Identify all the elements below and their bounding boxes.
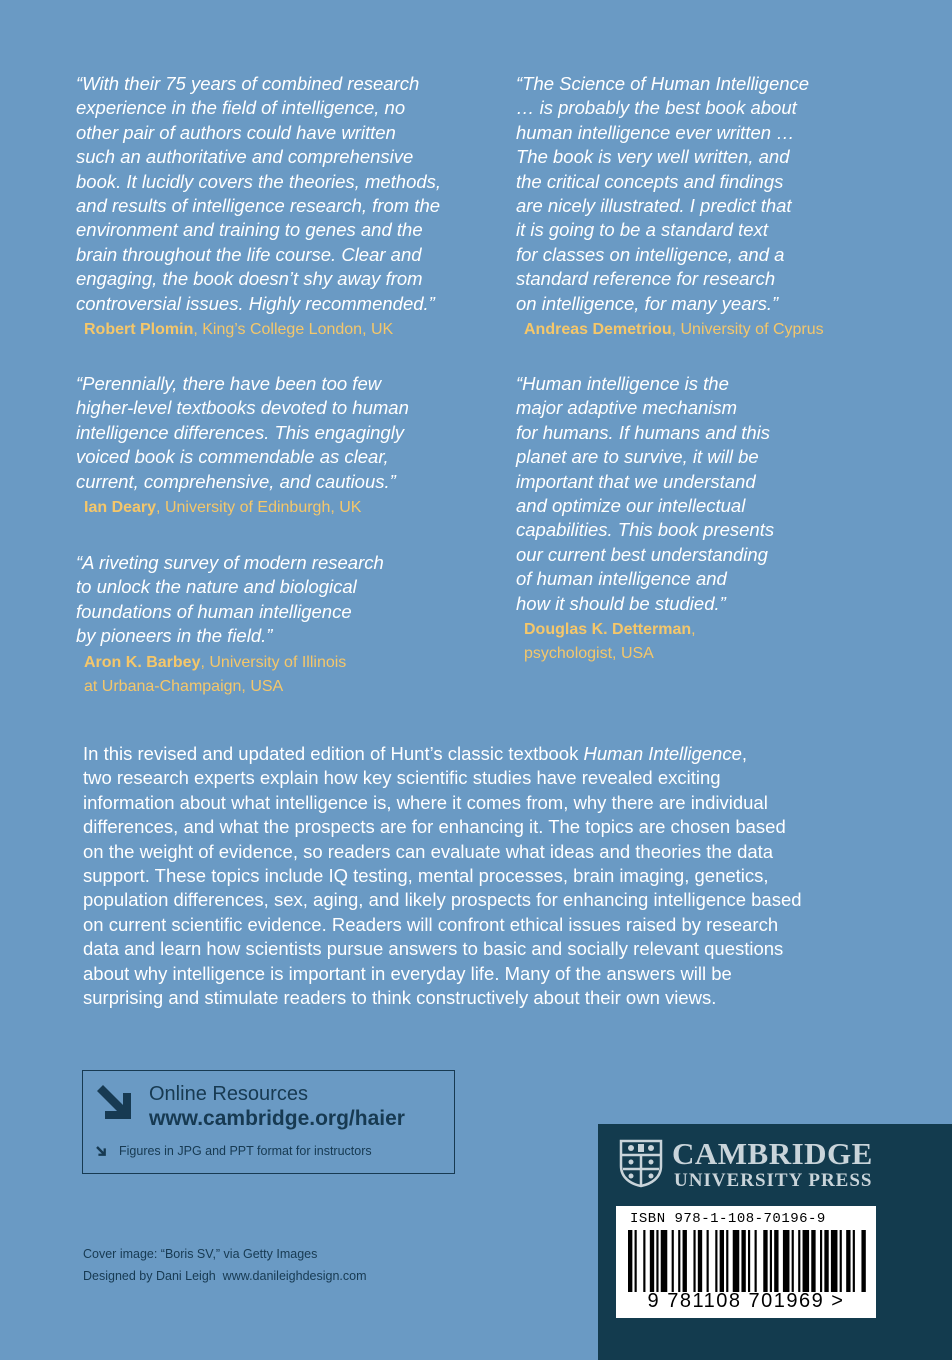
quote-author: Aron K. Barbey <box>84 653 201 671</box>
publisher-name: CAMBRIDGE <box>672 1136 873 1171</box>
quote-author: Andreas Demetriou <box>524 321 672 339</box>
quote-author: Ian Deary <box>84 499 157 517</box>
online-resources-title: Online Resources <box>149 1083 308 1105</box>
quote-attribution <box>84 496 496 520</box>
quote-affiliation: , psychologist, USA <box>524 621 696 663</box>
quote-affiliation: , King’s College London, UK <box>193 321 394 339</box>
quote-affiliation: , University of Cyprus <box>671 321 824 339</box>
quote-deary <box>76 372 496 520</box>
quote-detterman <box>516 372 916 666</box>
quote-barbey <box>76 551 496 699</box>
online-resources-box <box>82 1070 455 1174</box>
isbn-label: ISBN 978-1-108-70196-9 <box>630 1211 826 1227</box>
quote-attribution <box>84 318 496 342</box>
publisher-subtitle: UNIVERSITY PRESS <box>674 1170 873 1191</box>
barcode-digits: 9 781108 701969 > <box>647 1290 845 1312</box>
quote-text: “Perennially, there have been too few higher-level textbooks devoted to human intelligence differences. This engagingly voiced book is commendable as clear, current, comprehensive, and cautious.” <box>76 373 409 492</box>
description-intro: In this revised and updated edition of Hunt’s classic textbook <box>83 743 584 764</box>
book-description <box>83 742 883 1010</box>
designer-credit: Designed by Dani Leigh www.danileighdesign.com <box>83 1269 367 1283</box>
quote-plomin <box>76 72 496 342</box>
online-resources-note: Figures in JPG and PPT format for instructors <box>119 1144 372 1158</box>
description-book-title: Human Intelligence <box>583 743 742 764</box>
cover-image-credit: Cover image: “Boris SV,” via Getty Images <box>83 1247 318 1261</box>
quote-attribution <box>524 618 916 666</box>
quote-text: “Human intelligence is the major adaptive mechanism for humans. If humans and this planet are to survive, it will be important that we understand and optimize our intellectual capabilities. This book presents our current best understanding of human intelligence and how it should be studied.” <box>516 373 775 614</box>
cover-credits <box>83 1243 367 1287</box>
arrow-down-right-icon <box>93 1081 135 1123</box>
description-body: , two research experts explain how key scientific studies have revealed exciting information about what intelligence is, where it comes from, why there are individual differences, and what the prospects are for enhancing it. The topics are chosen based on the weight of evidence, so readers can evaluate what ideas and theories the data support. These topics include IQ testing, mental processes, brain imaging, genetics, population differences, sex, aging, and likely prospects for enhancing intelligence based on current scientific evidence. Readers will confront ethical issues raised by research data and learn how scientists pursue answers to basic and socially relevant questions about why intelligence is important in everyday life. Many of the answers will be surprising and stimulate readers to think constructively about their own views. <box>83 743 802 1009</box>
quote-attribution <box>524 318 916 342</box>
quote-author: Douglas K. Detterman <box>524 621 692 639</box>
quote-demetriou <box>516 72 916 342</box>
quote-affiliation: , University of Illinois at Urbana-Champaign, USA <box>84 653 347 695</box>
quote-text: “A riveting survey of modern research to unlock the nature and biological foundations of human intelligence by pioneers in the field.” <box>76 552 384 647</box>
quote-affiliation: , University of Edinburgh, UK <box>156 499 362 517</box>
barcode-icon <box>628 1230 868 1292</box>
quote-text: “With their 75 years of combined research experience in the field of intelligence, no other pair of authors could have written such an authoritative and comprehensive book. It lucidly covers the theories, methods, and results of intelligence research, from the environment and training to genes and the brain throughout the life course. Clear and engaging, the book doesn’t shy away from controversial issues. Highly recommended.” <box>76 73 442 314</box>
cambridge-crest-icon <box>618 1138 664 1188</box>
online-resources-url[interactable]: www.cambridge.org/haier <box>149 1107 405 1130</box>
isbn-barcode <box>616 1206 876 1318</box>
quote-text: “The Science of Human Intelligence … is probably the best book about human intelligence ever written … The book is very well written, and the critical concepts and findings are nicely illustrated. I predict that it is going to be a standard text for classes on intelligence, and a standard reference for research on intelligence, for many years.” <box>516 73 810 314</box>
quote-attribution <box>84 651 496 699</box>
quote-author: Robert Plomin <box>84 321 194 339</box>
small-arrow-down-right-icon <box>95 1145 107 1157</box>
